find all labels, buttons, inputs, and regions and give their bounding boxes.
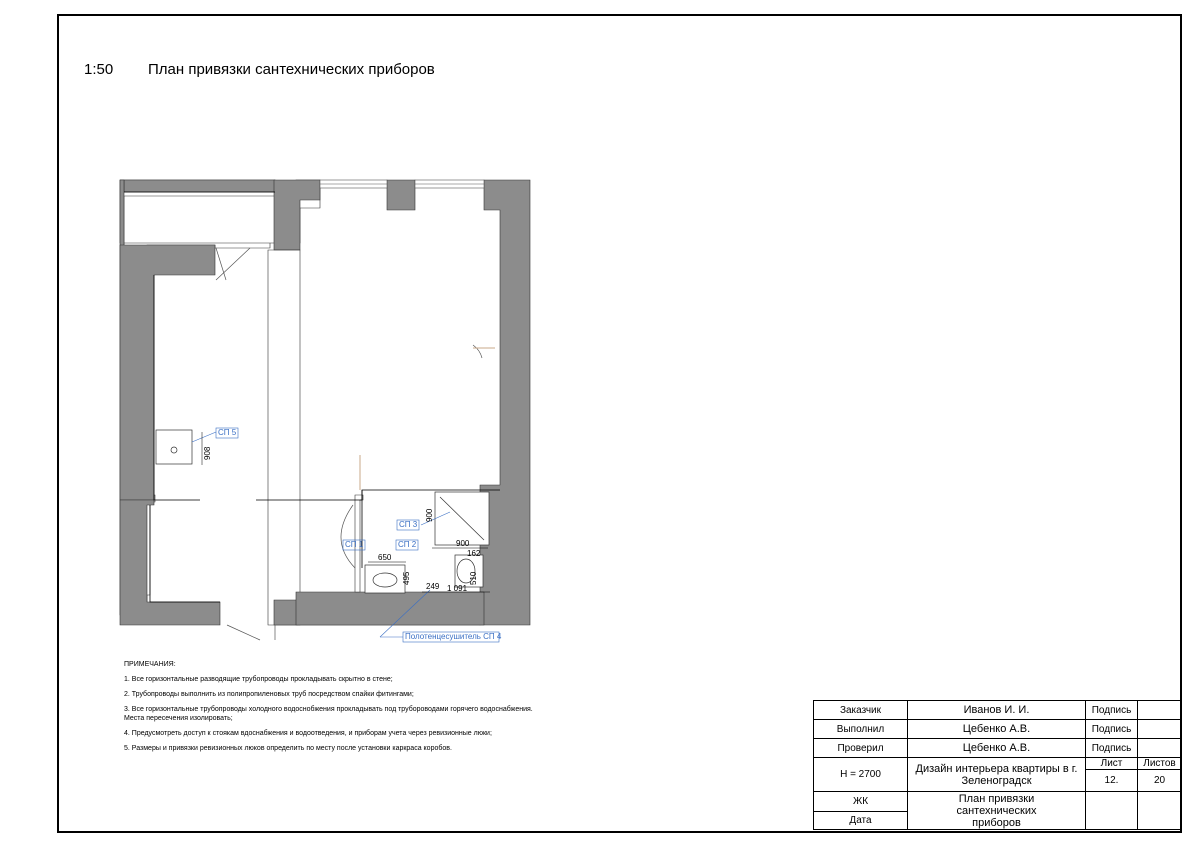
dim-249: 249 xyxy=(426,582,440,591)
dim-495: 495 xyxy=(402,571,411,585)
checked-label: Проверил xyxy=(814,739,908,758)
empty-cell xyxy=(1138,792,1182,830)
sheet-label: Лист xyxy=(1086,758,1138,770)
customer-label: Заказчик xyxy=(814,701,908,720)
label-sp3: СП 3 xyxy=(399,520,418,529)
dim-162: 162 xyxy=(467,549,481,558)
label-sp5: СП 5 xyxy=(218,428,237,437)
signature-cell xyxy=(1138,739,1182,758)
note-item: 5. Размеры и привязки ревизионных люков определить по месту после установки каркраса коробов. xyxy=(124,745,452,752)
drawing-scale: 1:50 xyxy=(84,61,114,78)
dim-510: 510 xyxy=(469,571,478,585)
dim-908: 908 xyxy=(203,446,212,460)
drawing-name: План привязки сантехнических приборов xyxy=(908,792,1086,830)
complex-label: ЖК xyxy=(814,792,908,812)
floor-plan xyxy=(110,170,540,645)
sheets-total: 20 xyxy=(1138,770,1182,792)
signature-label: Подпись xyxy=(1086,739,1138,758)
notes-block xyxy=(124,660,544,753)
dim-900-horizontal: 900 xyxy=(456,539,470,548)
empty-cell xyxy=(1086,792,1138,830)
performed-label: Выполнил xyxy=(814,720,908,739)
note-item: 1. Все горизонтальные разводящие трубопроводы прокладывать скрытно в стене; xyxy=(124,676,393,683)
project-name: Дизайн интерьера квартиры в г. Зеленоградск xyxy=(908,758,1086,792)
title-block xyxy=(813,700,1182,830)
note-item: 4. Предусмотреть доступ к стоякам вдоснабжения и водоотведения, и приборам учета через ревизионные люки; xyxy=(124,730,492,737)
checker-name: Цебенко А.В. xyxy=(908,739,1086,758)
sheets-label: Листов xyxy=(1138,758,1182,770)
room-height: Н = 2700 xyxy=(814,758,908,792)
signature-label: Подпись xyxy=(1086,720,1138,739)
customer-name: Иванов И. И. xyxy=(908,701,1086,720)
dim-650: 650 xyxy=(378,553,392,562)
drawing-title: План привязки сантехнических приборов xyxy=(148,61,435,78)
dim-1091: 1 091 xyxy=(447,584,468,593)
signature-cell xyxy=(1138,720,1182,739)
note-item: 3. Все горизонтальные трубопроводы холодного водоснобжения прокладывать под трубороводами горячего водоснабжения. Места пересечения изолировать; xyxy=(124,706,533,722)
label-sp2: СП 2 xyxy=(398,540,417,549)
sheet-number: 12. xyxy=(1086,770,1138,792)
label-towel-dryer: Полотенцесушитель СП 4 xyxy=(405,632,502,641)
signature-cell xyxy=(1138,701,1182,720)
note-item: 2. Трубопроводы выполнить из полипропиленовых труб посредством спайки фитингами; xyxy=(124,691,414,698)
performer-name: Цебенко А.В. xyxy=(908,720,1086,739)
label-sp1: СП 1 xyxy=(345,540,364,549)
date-label: Дата xyxy=(814,812,908,830)
doors xyxy=(216,248,482,640)
signature-label: Подпись xyxy=(1086,701,1138,720)
notes-heading: ПРИМЕЧАНИЯ: xyxy=(124,661,176,668)
dim-900-vertical: 900 xyxy=(425,508,434,522)
